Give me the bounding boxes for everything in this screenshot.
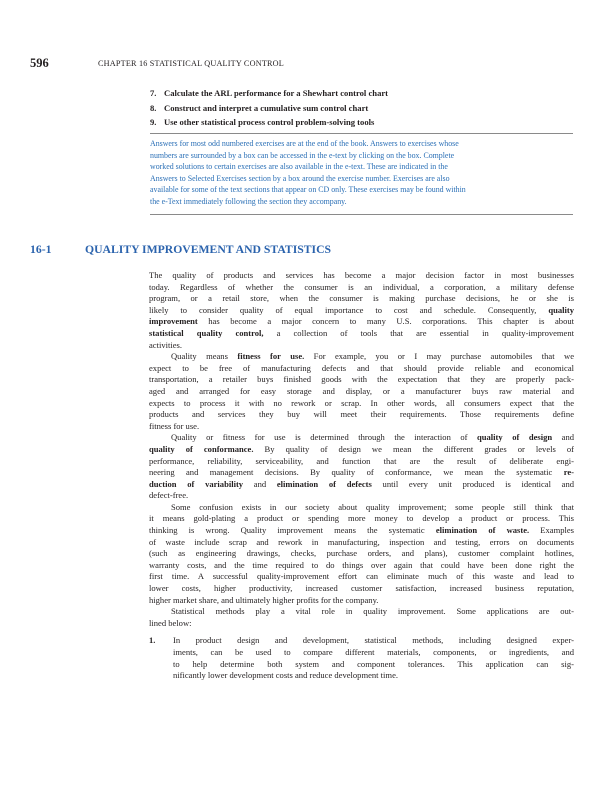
section-title: QUALITY IMPROVEMENT AND STATISTICS xyxy=(85,243,332,256)
section-number: 16-1 xyxy=(30,243,52,256)
chapter-title: CHAPTER 16 STATISTICAL QUALITY CONTROL xyxy=(98,59,284,68)
divider-bottom xyxy=(150,214,573,215)
list-item-number: 1. xyxy=(149,635,156,646)
body-text: The quality of products and services has become a major decision factor in most businesses today. Regardless of whether the consumer is an individual, a corporation, a military defense program, or a retail store, when the consumer is making purchase decisions, he or she is likely to consider quality of equal importance to cost and schedule. Consequently, quality improvement has become a major concern to many U.S. corporations. This chapter is about statistical quality control, a collection of tools that are essential in quality-improvement activities. Quality means fitness for use. For example, you or I may purchase automobiles that we expect to be free of manufacturing defects and that should provide reliable and economical transportation, a retailer buys finished goods with the expectation that they are properly pack- aged and arranged for easy storage and display, or a manufacturer buys raw material and expects to process it with no rework or scrap. In other words, all consumers expect that the products and services they buy will meet their requirements. Those requirements define fitness for use. Quality or fitness for use is determined through the interaction of quality of design and quality of conformance. By quality of design we mean the different grades or levels of performance, reliability, serviceability, and function that are the result of deliberate engi- neering and management decisions. By quality of conformance, we mean the systematic re- duction of variability and elimination of defects until every unit produced is identical and defect-free. Some confusion exists in our society about quality improvement; some people still think that it means gold-plating a product or spending more money to develop a product or process. This thinking is wrong. Quality improvement means the systematic elimination of waste. Examples of waste include scrap and rework in manufacturing, inspection and testing, errors on documents (such as engineering drawings, checks, purchase orders, and plans), customer complaint hotlines, warranty costs, and the time required to do things over again that could have been done right the first time. A successful quality-improvement effort can eliminate much of this waste and lead to lower costs, higher productivity, increased customer satisfaction, increased business reputation, higher market share, and ultimately higher profits for the company. Statistical methods play a vital role in quality improvement. Some applications are out- lined below: 1. In product design and development, statistical methods, including designed exper- iments, can be used to compare different materials, components, or ingredients, and to help determine both system and component tolerances. This application can sig- nificantly lower development costs and reduce development time. xyxy=(149,270,575,681)
section-heading xyxy=(30,243,331,256)
objective-item: 8. Construct and interpret a cumulative sum control chart xyxy=(150,102,369,113)
list-item: 1. In product design and development, statistical methods, including designed exper- iments, can be used to compare different materials, components, or ingredients, and to help determine both system and component tolerances. This application can sig- nificantly lower development costs and reduce development time. xyxy=(149,635,574,681)
objective-item: 9. Use other statistical process control problem-solving tools xyxy=(150,117,375,127)
answers-note: Answers for most odd numbered exercises are at the end of the book. Answers to exercises whose numbers are surrounded by a box can be accessed in the e-text by clicking on the box. Complete worked solutions to certain exercises are also available in the e-text. These are indicated in the Answers to Selected Exercises section by a box around the exercise number. Exercises are also available for some of the text sections that appear on CD only. These exercises may be found within the e-Text immediately following the section they accompany. xyxy=(150,139,466,206)
paragraph-line: The quality of products and services has become a major decision factor in most businesses xyxy=(149,270,574,280)
divider-top xyxy=(150,133,573,134)
running-header xyxy=(30,58,590,72)
objective-item: 7. Calculate the ARL performance for a Shewhart control chart xyxy=(150,88,389,98)
page-number: 596 xyxy=(30,56,49,70)
learning-objectives xyxy=(150,86,580,130)
